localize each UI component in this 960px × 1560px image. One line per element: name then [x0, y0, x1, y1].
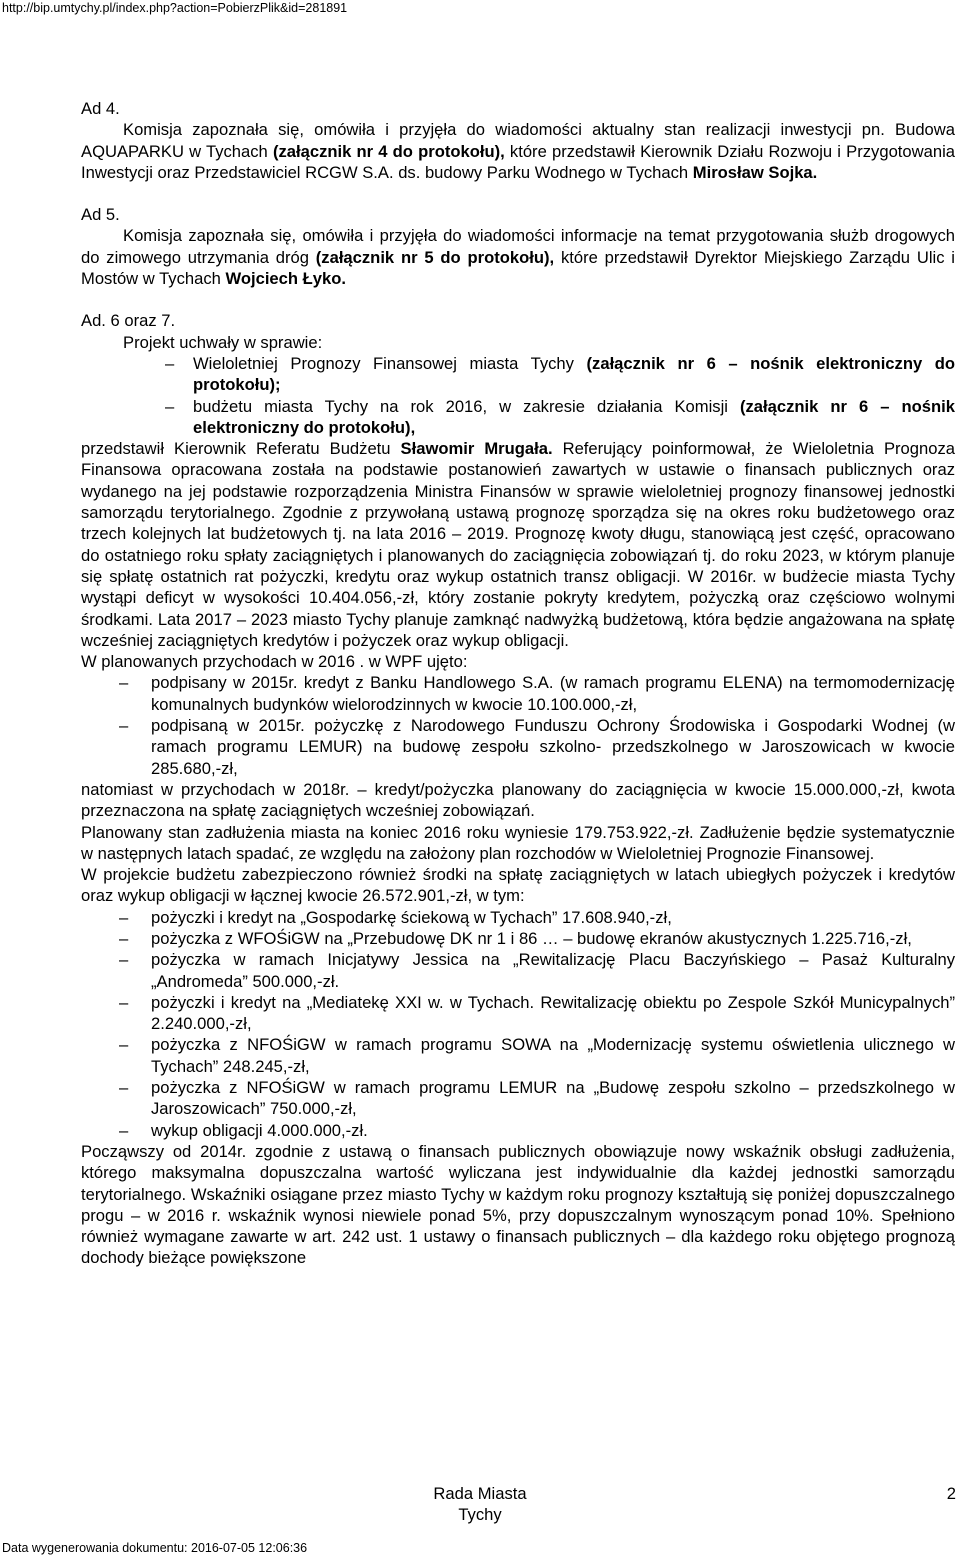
list-item — [81, 1077, 955, 1120]
list-item-text: wykup obligacji 4.000.000,-zł. — [151, 1120, 368, 1140]
body-paragraph: Począwszy od 2014r. zgodnie z ustawą o finansach publicznych obowiązuje nowy wskaźnik obsługi zadłużenia, którego maksymalna dopuszczalna wartość wyliczana jest indywidualnie dla każdej jednostki samorządu terytorialnego. Wskaźniki osiągane przez miasto Tychy w każdym roku prognozy kształtują się poniżej dopuszczalnego progu – w 2016 r. wskaźnik wynosi niewiele ponad 5%, przy dopuszczalnym wynoszącym ponad 10%. Spełniono również wymagane zawarte w art. 242 ust. 1 ustawy o finansach publicznych – dla każdego roku objętego prognozą dochody bieżące powiększone — [81, 1141, 955, 1268]
ad5-text: Komisja zapoznała się, omówiła i przyjęła do wiadomości informacje na temat przygotowania służb drogowych do zimowego utrzymania dróg — [81, 226, 955, 267]
list-item — [81, 949, 955, 992]
list-item-text: pożyczka z NFOŚiGW w ramach programu SOWA na „Modernizację systemu oświetlenia ulicznego w Tychach” 248.245,-zł, — [151, 1035, 955, 1076]
list-item-text: pożyczka z WFOŚiGW na „Przebudowę DK nr 1 i 86 … – budowę ekranów akustycznych 1.225.716,-zł, — [151, 928, 912, 948]
document-url: http://bip.umtychy.pl/index.php?action=PobierzPlik&id=281891 — [2, 1, 348, 15]
generation-date: Data wygenerowania dokumentu: 2016-07-05 12:06:36 — [2, 1541, 308, 1555]
list-item — [81, 1120, 955, 1141]
body-text: Referujący poinformował, że Wieloletnia Prognoza Finansowa opracowana została na podstawie postanowień zawartych w ustawie o finansach publicznych oraz wydanego na jej podstawie rozporządzenia Ministra Finansów w sprawie wieloletniej prognozy finansowej jednostki samorządu terytorialnego. Zgodnie z przywołaną ustawą prognozę sporządza się na okres roku budżetowego oraz trzech kolejnych lat budżetowych tj. na lata 2016 – 2019. Prognozę kwoty długu, stanowiącą jest część, opracowano do ostatniego roku spłaty zaciągniętych i planowanych do zaciągnięcia zobowiązań tj. do roku 2023, w którym planuje się spłatę ostatnich rat pożyczki, kredytu oraz wykup ostatnich transz obligacji. W 2016r. w budżecie miasta Tychy wystąpi deficyt w wysokości 10.404.056,-zł, który zostanie pokryty kredytem, pożyczką oraz częściowo wolnymi środkami. Lata 2017 – 2023 miasto Tychy planuje zamknąć nadwyżką budżetową, która będzie angażowana na spłatę wcześniej zaciągniętych kredytów i pożyczek oraz wykup obligacji. — [81, 439, 955, 650]
ad4-attachment: (załącznik nr 4 do protokołu), — [272, 141, 505, 161]
list-item-attachment: (załącznik nr 6 – nośnik elektroniczny do protokołu); — [193, 353, 956, 395]
list-item-text: pożyczki i kredyt na „Mediatekę XXI w. w Tychach. Rewitalizację obiektu po Zespole Szkół Municypalnych” 2.240.000,-zł, — [151, 992, 955, 1034]
ad67-intro: Projekt uchwały w sprawie: — [123, 332, 323, 352]
dash-bullet: – — [165, 396, 175, 416]
dash-bullet: – — [119, 950, 129, 970]
dash-bullet: – — [119, 1078, 129, 1098]
ad4-paragraph — [81, 119, 955, 183]
ad67-body — [81, 438, 955, 651]
resolution-list — [81, 353, 955, 438]
body-paragraph: Planowany stan zadłużenia miasta na koniec 2016 roku wyniesie 179.753.922,-zł. Zadłużenie będzie systematycznie w następnych latach spadać, ze względu na założony plan rozchodów w Wieloletniej Prognozie Finansowej. — [81, 822, 955, 863]
list-item — [81, 672, 955, 715]
footer-line-1: Rada Miasta — [433, 1484, 527, 1503]
list-item-text: podpisany w 2015r. kredyt z Banku Handlowego S.A. (w ramach programu ELENA) na termomodernizację komunalnych budynków wielorodzinnych w kwocie 10.100.000,-zł, — [151, 673, 955, 714]
list-item-text: pożyczka w ramach Inicjatywy Jessica na „Rewitalizację Placu Baczyńskiego – Pasaż Kulturalny „Andromeda” 500.000,-zł. — [151, 950, 955, 991]
dash-bullet: – — [119, 1120, 129, 1140]
ad5-text-cont: które przedstawił Dyrektor Miejskiego Zarządu Ulic i Mostów w Tychach — [81, 247, 955, 289]
list-item — [81, 396, 955, 439]
dash-bullet: – — [119, 673, 129, 693]
section-heading-ad67: Ad. 6 oraz 7. — [81, 311, 176, 331]
document-body — [81, 98, 955, 1269]
wpf-intro: W planowanych przychodach w 2016 . w WPF ujęto: — [81, 652, 468, 672]
footer-line-2: Tychy — [458, 1505, 502, 1525]
dash-bullet: – — [119, 1035, 129, 1055]
body-paragraph: W projekcie budżetu zabezpieczono również środki na spłatę zaciągniętych w latach ubiegłych pożyczek i kredytów oraz wykup obligacji w łącznej kwocie 26.572.901,-zł, w tym: — [81, 865, 955, 906]
footer-institution — [0, 1483, 960, 1526]
dash-bullet: – — [119, 907, 129, 927]
presenter-name: Sławomir Mrugała. — [400, 439, 553, 459]
ad4-text: Komisja zapoznała się, omówiła i przyjęła do wiadomości aktualny stan realizacji inwestycji pn. Budowa AQUAPARKU w Tychach — [81, 120, 955, 161]
ad5-attachment: (załącznik nr 5 do protokołu), — [315, 247, 555, 267]
list-item — [81, 715, 955, 779]
page-number: 2 — [946, 1484, 956, 1503]
list-item — [81, 353, 955, 396]
ad4-person: Mirosław Sojka. — [692, 162, 818, 182]
list-item — [81, 1034, 955, 1077]
dash-bullet: – — [119, 928, 129, 948]
list-item-text: pożyczka z NFOŚiGW w ramach programu LEMUR na „Budowę zespołu szkolno – przedszkolnego w Jaroszowicach” 750.000,-zł, — [151, 1078, 955, 1119]
ad4-text-cont: które przedstawił Kierownik Działu Rozwoju i Przygotowania Inwestycji oraz Przedstawiciel RCGW S.A. ds. budowy Parku Wodnego w Tychach — [81, 141, 956, 182]
dash-bullet: – — [119, 992, 129, 1012]
list-item — [81, 907, 955, 928]
list-item-text: podpisaną w 2015r. pożyczkę z Narodowego Funduszu Ochrony Środowiska i Gospodarki Wodnej (w ramach programu LEMUR) na budowę zespołu szkolno- przedszkolnego w Jaroszowicach w kwocie 285.680,-zł, — [151, 716, 955, 778]
list-item — [81, 992, 955, 1035]
section-heading-ad4: Ad 4. — [81, 99, 120, 118]
list-item — [81, 928, 955, 949]
section-heading-ad5: Ad 5. — [81, 205, 120, 225]
list-item-text: pożyczki i kredyt na „Gospodarkę ściekową w Tychach” 17.608.940,-zł, — [151, 907, 672, 927]
loan-list — [81, 907, 955, 1141]
ad5-person: Wojciech Łyko. — [225, 269, 346, 289]
dash-bullet: – — [119, 716, 129, 736]
body-paragraph: natomiast w przychodach w 2018r. – kredyt/pożyczka planowany do zaciągnięcia w kwocie 15.000.000,-zł, kwota przeznaczona na spłatę zaciągniętych wcześniej zobowiązań. — [81, 779, 955, 821]
dash-bullet: – — [165, 353, 175, 373]
list-item-text: Wieloletniej Prognozy Finansowej miasta Tychy — [193, 353, 587, 373]
list-item-text: budżetu miasta Tychy na rok 2016, w zakresie działania Komisji — [193, 396, 740, 416]
wpf-list — [81, 672, 955, 778]
presenter-text: przedstawił Kierownik Referatu Budżetu — [81, 439, 401, 459]
list-item-attachment: (załącznik nr 6 – nośnik elektroniczny do protokołu), — [193, 396, 955, 437]
ad5-paragraph — [81, 225, 955, 289]
